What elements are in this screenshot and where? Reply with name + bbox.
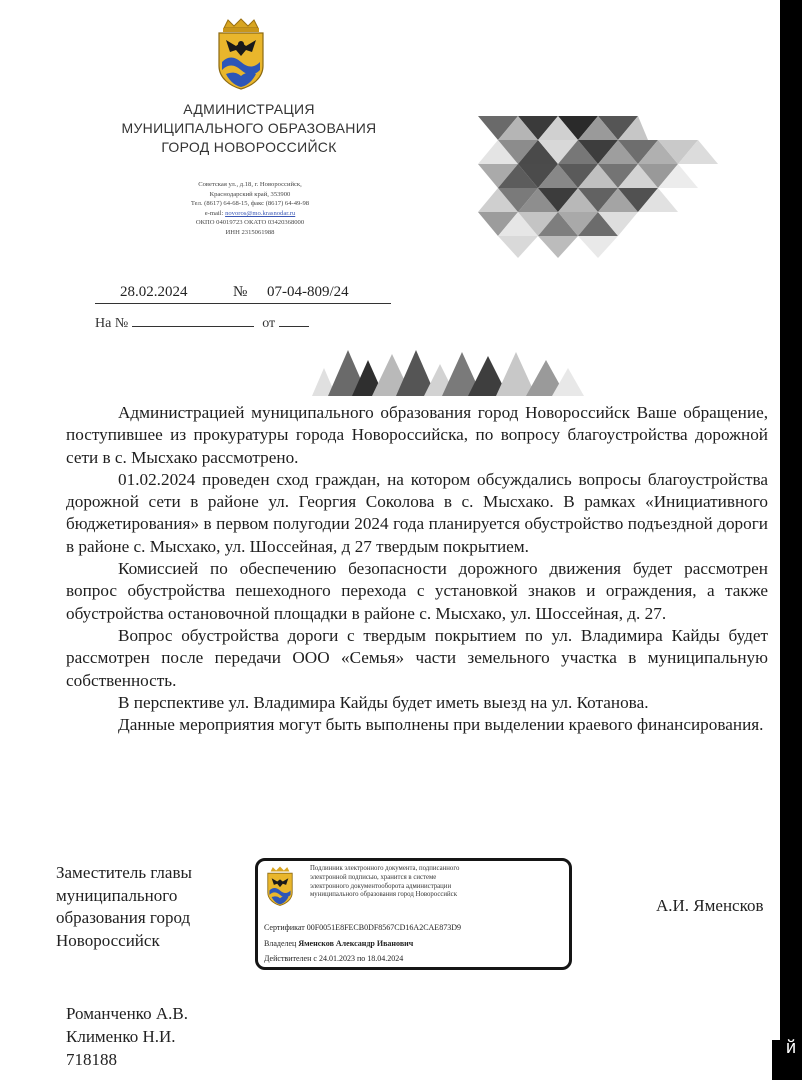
e-signature-stamp xyxy=(255,858,572,970)
owner-value: Яменсков Александр Иванович xyxy=(298,939,414,948)
address-line: Краснодарский край, 353900 xyxy=(209,190,291,198)
edge-glyph: й xyxy=(785,1037,796,1057)
title-line: муниципального xyxy=(56,885,178,905)
email-label: e-mail: xyxy=(204,209,224,217)
stamp-validity xyxy=(264,954,403,964)
title-line: образования город xyxy=(56,908,191,927)
valid-from-label: с xyxy=(313,954,317,963)
outgoing-reference xyxy=(95,284,391,304)
email-link[interactable]: novoros@mo.krasnodar.ru xyxy=(225,209,296,217)
certificate-value: 00F0051E8FECB0DF8567CD16A2CAE873D9 xyxy=(306,923,461,932)
address-line: Тел. (8617) 64-68-15, факс (8617) 64-49-98 xyxy=(190,200,310,208)
number-sign: № xyxy=(233,284,248,300)
executor-phone: 718188 xyxy=(66,1050,117,1069)
coat-of-arms-icon xyxy=(216,18,266,90)
owner-label: Владелец xyxy=(264,939,297,948)
title-line: Заместитель главы xyxy=(56,863,192,882)
body-paragraph: Комиссией по обеспечению безопасности дорожного движения будет рассмотрен вопрос обустройства пешеходного перехода с установкой знаков и ограждения, а также обустройства остановочной площадки в районе с. Мысхако, ул. Шоссейная, д. 27. xyxy=(66,559,768,623)
notice-line: муниципального образования город Новороссийск xyxy=(310,891,457,899)
outgoing-date: 28.02.2024 xyxy=(120,284,188,300)
redacted-recipient-mosaic xyxy=(312,346,584,396)
body-paragraph: В перспективе ул. Владимира Кайды будет иметь выезд на ул. Котанова. xyxy=(118,692,649,712)
body-paragraph: Вопрос обустройства дороги с твердым покрытием по ул. Владимира Кайды будет рассмотрен после передачи ООО «Семья» части земельного участка в муниципальную собственность. xyxy=(66,625,768,690)
stamp-certificate xyxy=(264,923,461,933)
valid-to: 18.04.2024 xyxy=(367,954,404,963)
body-paragraph: 01.02.2024 проведен сход граждан, на котором обсуждались вопросы благоустройства дорожной сети в районе ул. Георгия Соколова в с. Мысхако. В рамках «Инициативного бюджетирования» в первом полугодии 2024 года планируется обустройство подъездной дороги в районе с. Мысхако, ул. Шоссейная, д 27 твердым покрытием. xyxy=(66,469,768,556)
outgoing-number: 07-04-809/24 xyxy=(267,284,349,300)
stamp-owner xyxy=(264,939,413,949)
org-line: ГОРОД НОВОРОССИЙСК xyxy=(161,139,337,155)
valid-from: 24.01.2023 xyxy=(318,954,355,963)
notice-line: Подлинник электронного документа, подписанного xyxy=(310,865,460,872)
incoming-date-blank xyxy=(279,314,309,327)
notice-line: электронного документооборота администрации xyxy=(310,882,452,890)
body-paragraph: Данные мероприятия могут быть выполнены при выделении краевого финансирования. xyxy=(118,715,764,735)
org-line: АДМИНИСТРАЦИЯ xyxy=(183,101,315,117)
executor-name: Клименко Н.И. xyxy=(66,1027,176,1046)
body-paragraph: Администрацией муниципального образования город Новороссийск Ваше обращение, поступившее из прокуратуры города Новороссийска, по вопросу благоустройства дорожной сети в с. Мысхако рассмотрено. xyxy=(66,403,768,467)
coat-of-arms-icon xyxy=(266,866,294,906)
title-line: Новороссийск xyxy=(56,930,160,950)
letter-body xyxy=(66,402,768,736)
address-line: Советская ул., д.18, г. Новороссийск, xyxy=(198,181,302,188)
signatory-title xyxy=(56,862,192,952)
org-line: МУНИЦИПАЛЬНОГО ОБРАЗОВАНИЯ xyxy=(121,120,377,136)
incoming-reference xyxy=(95,314,309,332)
redacted-recipient-mosaic xyxy=(478,116,718,258)
valid-to-label: по xyxy=(356,954,366,963)
email-line xyxy=(140,209,360,219)
okpo-line: ОКПО 04019723 ОКАТО 03420368000 xyxy=(195,219,305,227)
screen-edge xyxy=(780,0,802,1080)
ot-label: от xyxy=(262,316,276,331)
certificate-label: Сертификат xyxy=(264,923,305,932)
notice-line: электронной подписью, хранится в системе xyxy=(310,873,437,881)
stamp-notice xyxy=(310,865,550,900)
executors-block xyxy=(66,1002,188,1071)
executor-name: Романченко А.В. xyxy=(66,1004,188,1023)
address-block xyxy=(140,180,360,238)
inn-line: ИНН 2315061988 xyxy=(225,228,275,236)
incoming-number-blank xyxy=(132,314,254,327)
signer-name: А.И. Яменсков xyxy=(656,896,764,915)
valid-label: Действителен xyxy=(264,954,312,963)
organization-name xyxy=(90,100,408,157)
na-label: На № xyxy=(95,316,129,331)
